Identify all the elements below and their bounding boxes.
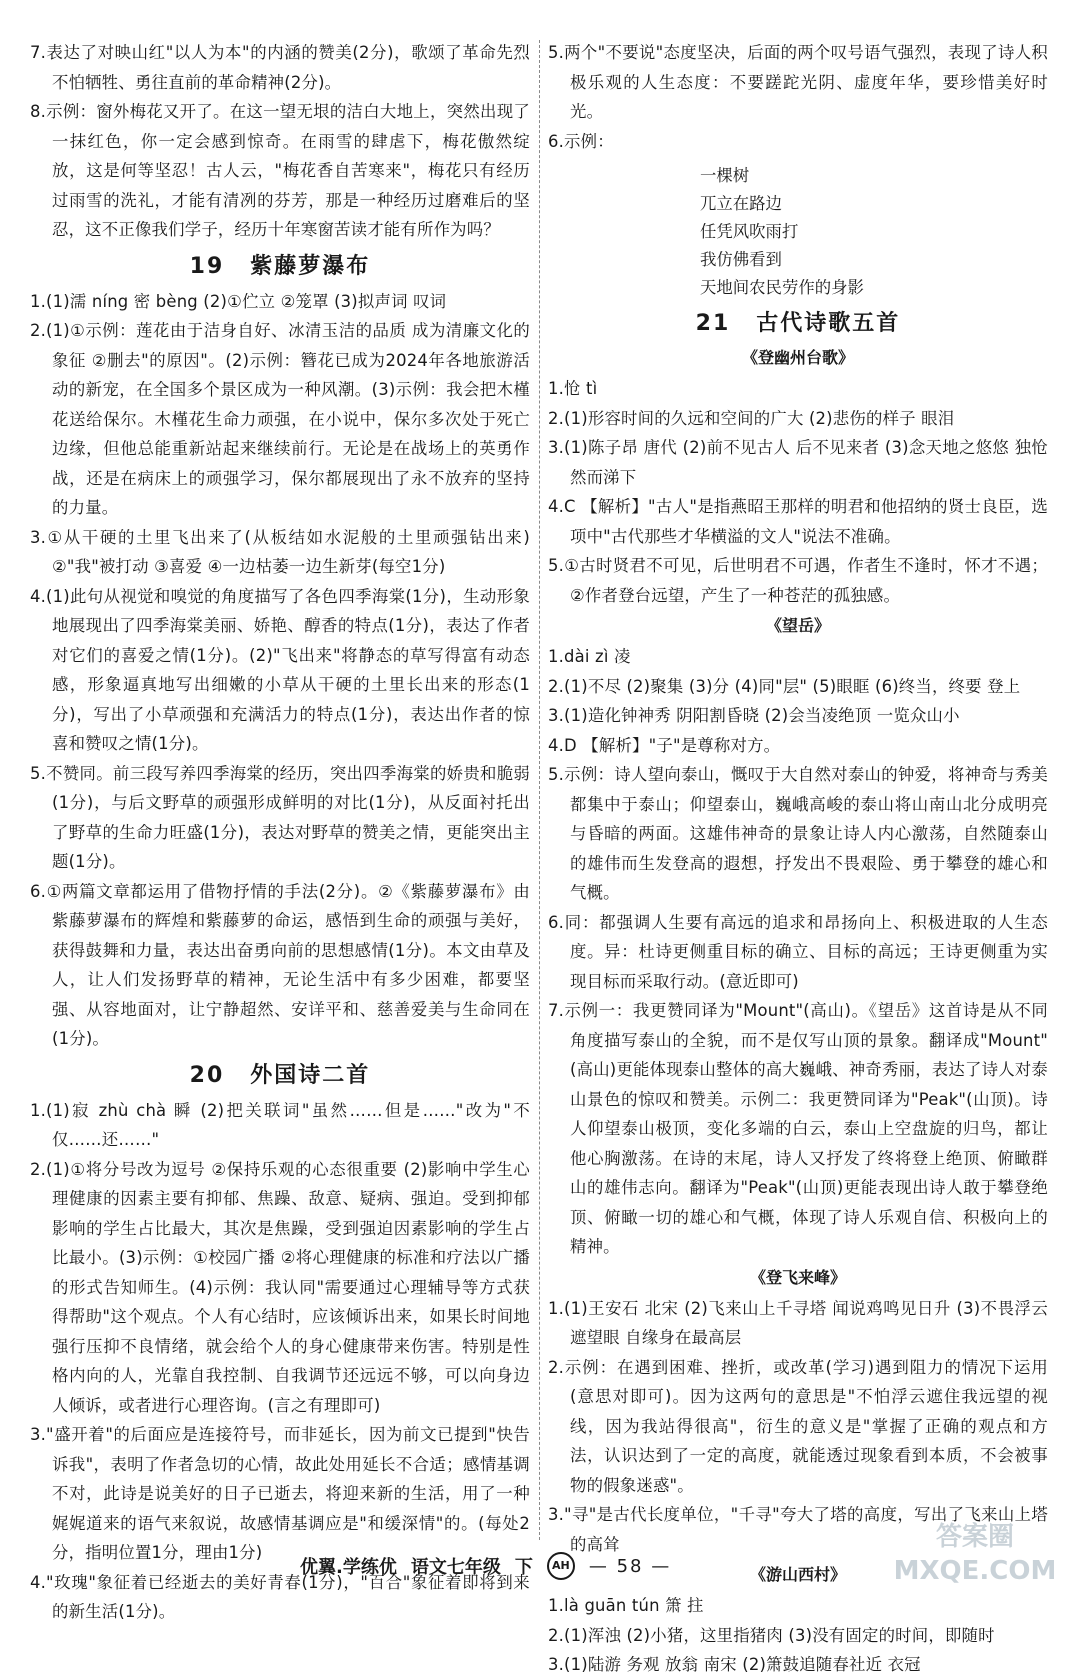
poem-title-dengyouzhoutai: 《登幽州台歌》 — [741, 348, 854, 367]
c-answer-1: 1.(1)王安石 北宋 (2)飞来山上千寻塔 闻说鸡鸣见日升 (3)不畏浮云遮望眼 自缘身在最高层 — [548, 1298, 1048, 1347]
answer-7: 7.表达了对映山红"以人为本"的内涵的赞美(2分)，歌颂了革命先烈不怕牺牲、勇往直前的革命精神(2分)。 — [30, 43, 530, 92]
b-answer-4: 4.D 【解析】"子"是尊称对方。 — [548, 735, 781, 755]
watermark-line-1: 答案圈 — [935, 1522, 1014, 1552]
a-answer-4: 4.C 【解析】"古人"是指燕昭王那样的明君和他招纳的贤士良臣，选项中"古代那些才华横溢的文人"说法不准确。 — [548, 497, 1048, 546]
a-answer-3: 3.(1)陈子昂 唐代 (2)前不见古人 后不见来者 (3)念天地之悠悠 独怆然而涕下 — [548, 438, 1048, 487]
watermark-line-2: MXQE.COM — [893, 1556, 1057, 1586]
poem-line: 一棵树 — [700, 166, 750, 185]
poem-title-wangyue: 《望岳》 — [765, 616, 830, 635]
s19-answer-5: 5.不赞同。前三段写养四季海棠的经历，突出四季海棠的娇贵和脆弱(1分)，与后文野草的顽强形成鲜明的对比(1分)，从反面衬托出了野草的生命力旺盛(1分)，表达对野草的赞美之情，更能突出主题(1分)。 — [30, 763, 530, 871]
d-answer-3: 3.(1)陆游 务观 放翁 南宋 (2)箫鼓追随春社近 衣冠 — [548, 1655, 921, 1674]
a-answer-1: 1.怆 tì — [548, 379, 598, 398]
section-name: 古代诗歌五首 — [756, 311, 901, 336]
section-20-title — [30, 1060, 530, 1092]
s20-answer-4: 4."玫瑰"象征着已经逝去的美好青春(1分)，"百合"象征着即将到来的新生活(1分)。 — [30, 1572, 530, 1621]
a-answer-2: 2.(1)形容时间的久远和空间的广大 (2)悲伤的样子 眼泪 — [548, 408, 955, 428]
volume-label: 下 — [514, 1557, 533, 1578]
b-answer-6: 6.同：都强调人生要有高远的追求和昂扬向上、积极进取的人生态度。异：杜诗更侧重目标的确立、目标的高远；王诗更侧重为实现目标而采取行动。(意近即可) — [548, 912, 1048, 991]
c-answer-2: 2.示例：在遇到困难、挫折，或改革(学习)遇到阻力的情况下运用(意思对即可)。因为这两句的意思是"不怕浮云遮住我远望的视线，因为我站得很高"，衍生的意义是"掌握了正确的观点和方法，认识达到了一定的高度，就能透过现象看到本质，不会被事物的假象迷惑"。 — [548, 1357, 1048, 1495]
right-column — [548, 38, 1048, 1680]
left-column — [30, 38, 530, 1627]
section-name: 紫藤萝瀑布 — [250, 253, 371, 279]
section-number: 20 — [189, 1062, 225, 1088]
s20-answer-2: 2.(1)①将分号改为逗号 ②保持乐观的心态很重要 (2)影响中学生心理健康的因素主要有抑郁、焦躁、敌意、疑病、强迫。受到抑郁影响的学生占比最大，其次是焦躁，受到强迫因素影响的学生占比最小。(3)示例：①校园广播 ②将心理健康的标准和疗法以广播的形式告知师生。(4)示例：我认同"需要通过心理辅导等方式获得帮助"这个观点。个人有心结时，应该倾诉出来，如果长时间地强行压抑不良情绪，就会给个人的身心健康带来伤害。特别是性格内向的人，光靠自我控制、自我调节还远远不够，可以向身边人倾诉，或者进行心理咨询。(言之有理即可) — [30, 1159, 530, 1415]
column-divider — [539, 40, 540, 1540]
a-answer-5: 5.①古时贤君不可见，后世明君不可遇，作者生不逢时，怀才不遇；②作者登台远望，产生了一种苍茫的孤独感。 — [548, 556, 1048, 605]
s20-answer-3: 3."盛开着"的后面应是连接符号，而非延长，因为前文已提到"快告诉我"，表明了作者急切的心情，故此处用延长不合适；感情基调不对，此诗是说美好的日子已逝去，将迎来新的生活，用了一种娓娓道来的语气来叙说，故感情基调应是"和缓深情"的。(每处2分，指明位置1分，理由1分) — [30, 1425, 530, 1562]
page-footer — [300, 1550, 671, 1582]
s19-answer-2: 2.(1)①示例：莲花由于洁身自好、冰清玉洁的品质 成为清廉文化的象征 ②删去"的原因"。(2)示例：簪花已成为2024年各地旅游活动的新宠，在全国多个景区成为一种风潮。(3)示例：我会把木槿花送给保尔。木槿花生命力顽强，在小说中，保尔多次处于死亡边缘，但他总能重新站起来继续前行。无论是在战场上的英勇作战，还是在病床上的顽强学习，保尔都展现出了永不放弃的坚持的力量。 — [30, 321, 530, 517]
watermark-logo — [880, 1520, 1070, 1595]
section-19-title — [30, 251, 530, 283]
b-answer-3: 3.(1)造化钟神秀 阴阳割昏晓 (2)会当凌绝顶 一览众山小 — [548, 706, 960, 725]
subject-grade: 语文七年级 — [410, 1557, 501, 1578]
section-number: 19 — [189, 253, 225, 279]
poem-line: 任凭风吹雨打 — [700, 222, 799, 241]
page-number: — 58 — — [588, 1555, 672, 1577]
section-name: 外国诗二首 — [250, 1062, 371, 1088]
poem-title-youshanxicun: 《游山西村》 — [749, 1565, 846, 1584]
poem-line: 兀立在路边 — [700, 194, 782, 213]
s19-answer-3: 3.①从干硬的土里飞出来了(从板结如水泥般的土里顽强钻出来) ②"我"被打动 ③喜爱 ④一边枯萎一边生新芽(每空1分) — [30, 527, 530, 576]
s20-answer-1: 1.(1)寂 zhù chà 瞬 (2)把关联词"虽然……但是……"改为"不仅……还……" — [30, 1100, 530, 1149]
b-answer-2: 2.(1)不尽 (2)聚集 (3)分 (4)同"层" (5)眼眶 (6)终当，终要 登上 — [548, 676, 1021, 696]
b-answer-1: 1.dài zì 凌 — [548, 647, 631, 666]
s19-answer-6: 6.①两篇文章都运用了借物抒情的手法(2分)。②《紫藤萝瀑布》由紫藤萝瀑布的辉煌和紫藤萝的命运，感悟到生命的顽强与美好，获得鼓舞和力量，表达出奋勇向前的思想感情(1分)。本文由草及人，让人们发扬野草的精神，无论生活中有多少困难，都要坚强、从容地面对，让宁静超然、安详平和、慈善爱美与生命同在(1分)。 — [30, 881, 530, 1048]
section-number: 21 — [695, 311, 731, 336]
section-21-title — [548, 308, 1048, 340]
c-answer-3: 3."寻"是古代长度单位，"千寻"夸大了塔的高度，写出了飞来山上塔的高耸 — [548, 1505, 1048, 1554]
d-answer-1: 1.là guān tún 箫 拄 — [548, 1596, 704, 1615]
poem-title-dengfeilaifeng: 《登飞来峰》 — [749, 1267, 846, 1287]
poem-line: 天地间农民劳作的身影 — [700, 278, 864, 297]
poem-line: 我仿佛看到 — [700, 250, 782, 269]
s19-answer-1: 1.(1)濡 níng 密 bèng (2)①伫立 ②笼罩 (3)拟声词 叹词 — [30, 291, 447, 311]
brand-name: 优翼.学练优 — [300, 1557, 397, 1578]
d-answer-2: 2.(1)浑浊 (2)小猪，这里指猪肉 (3)没有固定的时间，即随时 — [548, 1625, 995, 1645]
s19-answer-4: 4.(1)此句从视觉和嗅觉的角度描写了各色四季海棠(1分)，生动形象地展现出了四季海棠美丽、娇艳、醇香的特点(1分)，表达了作者对它们的喜爱之情(1分)。(2)"飞出来"将静态的草写得富有动态感，形象逼真地写出细嫩的小草从干硬的土里长出来的形态(1分)，写出了小草顽强和充满活力的特点(1分)，表达出作者的惊喜和赞叹之情(1分)。 — [30, 586, 530, 753]
answer-6: 6.示例： — [548, 131, 614, 151]
example-poem — [700, 162, 1048, 302]
b-answer-5: 5.示例：诗人望向泰山，慨叹于大自然对泰山的钟爱，将神奇与秀美都集中于泰山；仰望泰山，巍峨高峻的泰山将山南山北分成明亮与昏暗的两面。这雄伟神奇的景象让诗人内心激荡，自然随泰山的雄伟而生发登高的遐想，抒发出不畏艰险、勇于攀登的雄心和气概。 — [548, 765, 1048, 902]
answer-5: 5.两个"不要说"态度坚决，后面的两个叹号语气强烈，表现了诗人积极乐观的人生态度：不要蹉跎光阴、虚度年华，要珍惜美好时光。 — [548, 43, 1048, 121]
b-answer-7: 7.示例一：我更赞同译为"Mount"(高山)。《望岳》这首诗是从不同角度描写泰山的全貌，而不是仅写山顶的景象。翻译成"Mount"(高山)更能体现泰山整体的高大巍峨、神奇秀丽，表达了诗人对泰山景色的惊叹和赞美。示例二：我更赞同译为"Peak"(山顶)。诗人仰望泰山极顶，变化多端的白云，泰山上空盘旋的归鸟，都让他心胸激荡。在诗的末尾，诗人又抒发了终将登上绝顶、俯瞰群山的雄伟志向。翻译为"Peak"(山顶)更能表现出诗人敢于攀登绝顶、俯瞰一切的雄心和气概，体现了诗人乐观自信、积极向上的精神。 — [548, 1001, 1048, 1256]
answer-8: 8.示例：窗外梅花又开了。在这一望无垠的洁白大地上，突然出现了一抹红色，你一定会感到惊奇。在雨雪的肆虐下，梅花傲然绽放，这是何等坚忍！古人云，"梅花香自苦寒来"，梅花只有经历过雨雪的洗礼，才能有清冽的芬芳，那是一种经历过磨难后的坚忍，这不正像我们学子，经历十年寒窗苦读才能有所作为吗？ — [30, 102, 530, 239]
ah-badge-icon: AH — [547, 1552, 575, 1580]
